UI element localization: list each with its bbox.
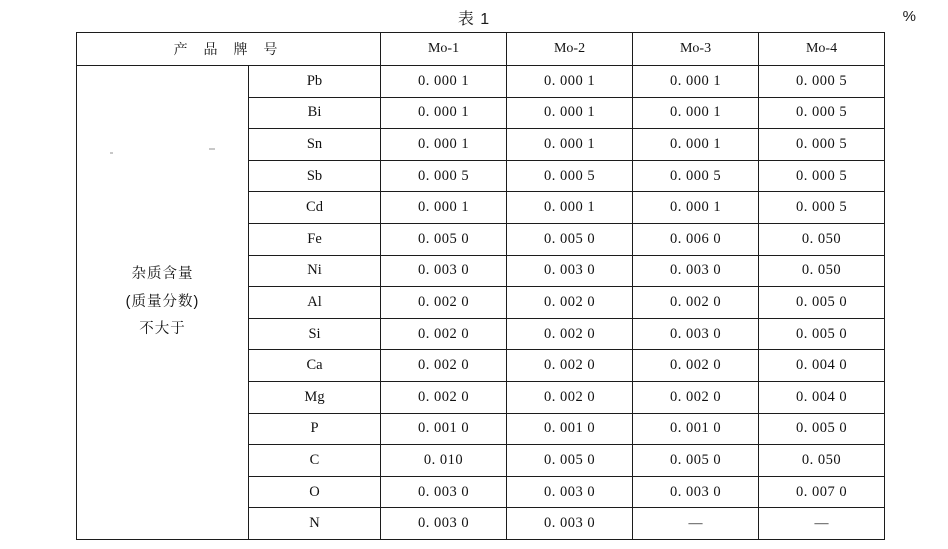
cell-value: 0. 000 5 [759, 97, 885, 129]
cell-value: 0. 003 0 [381, 508, 507, 540]
cell-value: — [759, 508, 885, 540]
element-name: Bi [249, 97, 381, 129]
cell-value: 0. 001 0 [633, 413, 759, 445]
cell-value: 0. 005 0 [633, 445, 759, 477]
cell-value: — [633, 508, 759, 540]
cell-value: 0. 000 5 [759, 192, 885, 224]
cell-value: 0. 002 0 [381, 287, 507, 319]
cell-value: 0. 000 1 [381, 192, 507, 224]
cell-value: 0. 005 0 [759, 287, 885, 319]
cell-value: 0. 001 0 [381, 413, 507, 445]
cell-value: 0. 000 5 [759, 160, 885, 192]
cell-value: 0. 002 0 [633, 381, 759, 413]
cell-value: 0. 003 0 [381, 476, 507, 508]
cell-value: 0. 000 5 [633, 160, 759, 192]
header-product-label: 产 品 牌 号 [77, 33, 381, 66]
header-grade-mo-1: Mo-1 [381, 33, 507, 66]
cell-value: 0. 000 1 [381, 97, 507, 129]
cell-value: 0. 005 0 [507, 223, 633, 255]
cell-value: 0. 003 0 [381, 255, 507, 287]
element-name: P [249, 413, 381, 445]
cell-value: 0. 000 1 [381, 66, 507, 98]
cell-value: 0. 004 0 [759, 350, 885, 382]
cell-value: 0. 000 5 [759, 129, 885, 161]
cell-value: 0. 050 [759, 445, 885, 477]
element-name: C [249, 445, 381, 477]
cell-value: 0. 002 0 [633, 287, 759, 319]
cell-value: 0. 006 0 [633, 223, 759, 255]
cell-value: 0. 003 0 [633, 476, 759, 508]
element-name: Sn [249, 129, 381, 161]
cell-value: 0. 000 1 [633, 192, 759, 224]
cell-value: 0. 001 0 [507, 413, 633, 445]
cell-value: 0. 002 0 [507, 287, 633, 319]
table-header [77, 33, 885, 66]
element-name: Mg [249, 381, 381, 413]
table-caption: 表 1 [457, 11, 491, 28]
header-grade-mo-3: Mo-3 [633, 33, 759, 66]
cell-value: 0. 003 0 [507, 255, 633, 287]
cell-value: 0. 005 0 [759, 413, 885, 445]
element-name: O [249, 476, 381, 508]
cell-value: 0. 005 0 [381, 223, 507, 255]
cell-value: 0. 004 0 [759, 381, 885, 413]
cell-value: 0. 000 5 [507, 160, 633, 192]
cell-value: 0. 000 1 [633, 97, 759, 129]
table-header-row [77, 33, 885, 66]
cell-value: 0. 000 1 [381, 129, 507, 161]
cell-value: 0. 003 0 [633, 318, 759, 350]
cell-value: 0. 005 0 [759, 318, 885, 350]
cell-value: 0. 010 [381, 445, 507, 477]
header-grade-mo-2: Mo-2 [507, 33, 633, 66]
cell-value: 0. 003 0 [507, 508, 633, 540]
impurity-spec-table-wrapper [76, 32, 884, 540]
row-group-label-line3: 不大于 [139, 321, 186, 338]
element-name: Pb [249, 66, 381, 98]
cell-value: 0. 007 0 [759, 476, 885, 508]
table-body [77, 66, 885, 540]
element-name: Ca [249, 350, 381, 382]
cell-value: 0. 000 1 [507, 129, 633, 161]
element-name: Cd [249, 192, 381, 224]
cell-value: 0. 000 1 [633, 66, 759, 98]
cell-value: 0. 000 1 [507, 66, 633, 98]
unit-symbol: % [902, 8, 916, 25]
element-name: Al [249, 287, 381, 319]
cell-value: 0. 002 0 [381, 318, 507, 350]
cell-value: 0. 002 0 [507, 318, 633, 350]
cell-value: 0. 000 1 [633, 129, 759, 161]
element-name: Ni [249, 255, 381, 287]
row-group-label-line2: (质量分数) [125, 293, 200, 310]
table-row [77, 66, 885, 98]
impurity-spec-table [76, 32, 885, 540]
cell-value: 0. 002 0 [507, 381, 633, 413]
cell-value: 0. 000 5 [759, 66, 885, 98]
element-name: Si [249, 318, 381, 350]
cell-value: 0. 002 0 [381, 350, 507, 382]
element-name: Fe [249, 223, 381, 255]
cell-value: 0. 000 1 [507, 97, 633, 129]
row-group-label-line1: 杂质含量 [131, 266, 194, 283]
cell-value: 0. 003 0 [507, 476, 633, 508]
cell-value: 0. 002 0 [507, 350, 633, 382]
element-name: Sb [249, 160, 381, 192]
cell-value: 0. 005 0 [507, 445, 633, 477]
header-grade-mo-4: Mo-4 [759, 33, 885, 66]
element-name: N [249, 508, 381, 540]
cell-value: 0. 050 [759, 255, 885, 287]
cell-value: 0. 050 [759, 223, 885, 255]
cell-value: 0. 002 0 [381, 381, 507, 413]
cell-value: 0. 003 0 [633, 255, 759, 287]
cell-value: 0. 002 0 [633, 350, 759, 382]
cell-value: 0. 000 1 [507, 192, 633, 224]
cell-value: 0. 000 5 [381, 160, 507, 192]
row-group-label [77, 66, 249, 540]
